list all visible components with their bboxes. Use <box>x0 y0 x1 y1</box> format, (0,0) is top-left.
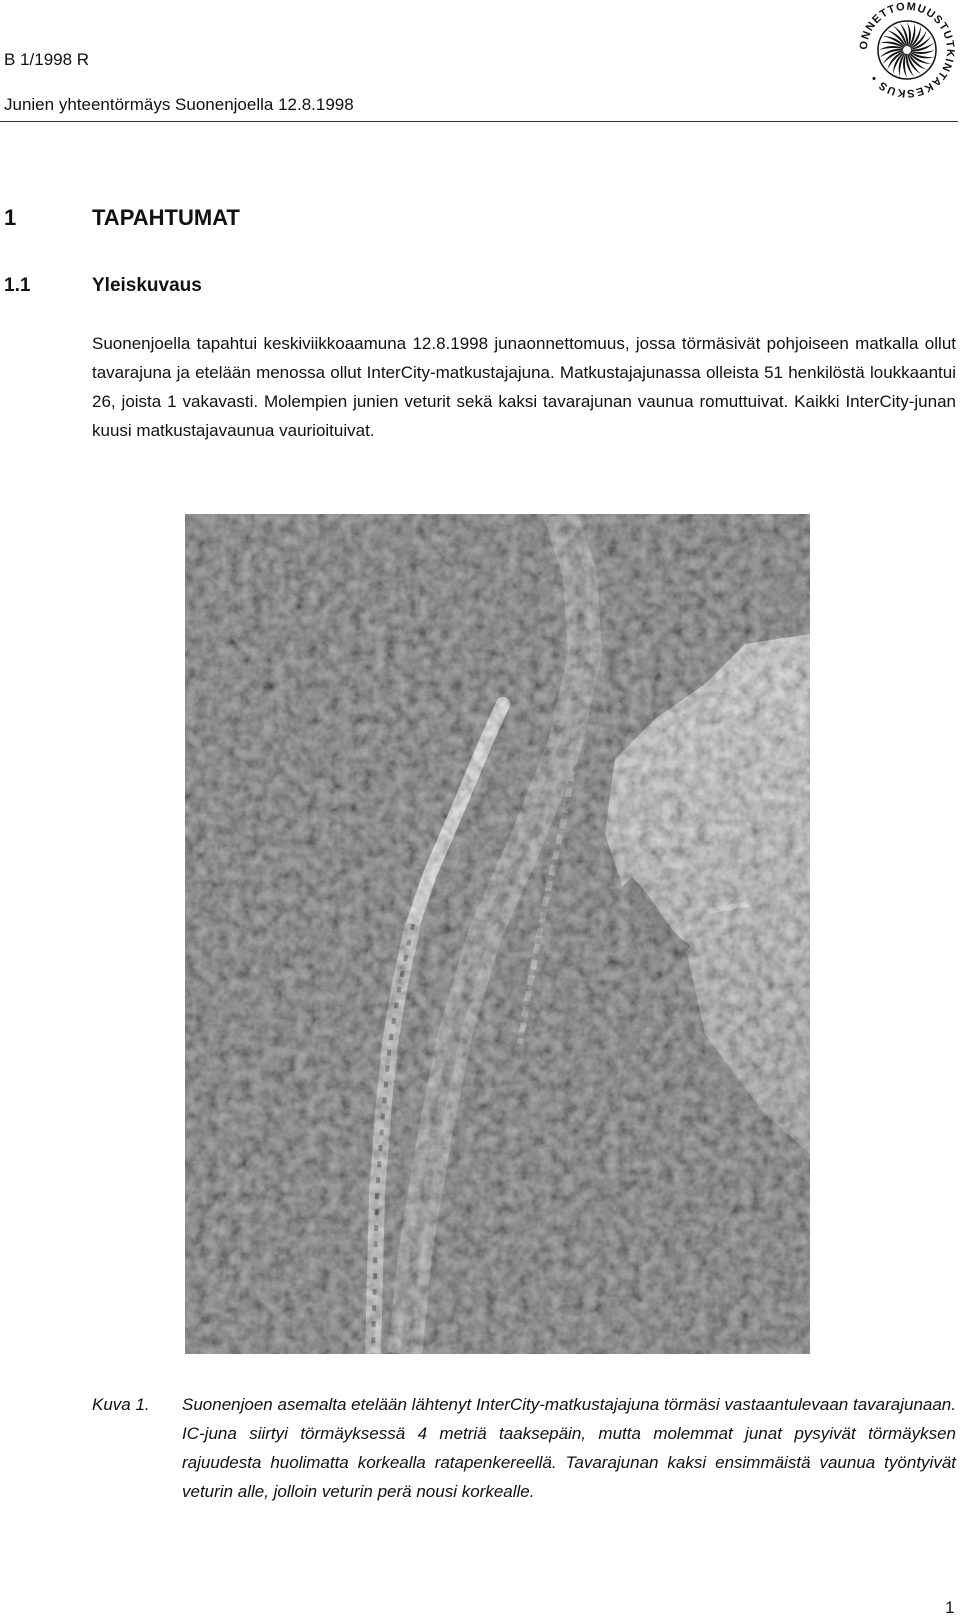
section-number: 1 <box>4 205 17 230</box>
subsection-heading <box>4 274 202 298</box>
section-title: TAPAHTUMAT <box>92 205 240 230</box>
figure-caption-text: Suonenjoen asemalta etelään lähtenyt InterCity-matkustajajuna törmäsi vastaantulevaan tavarajunaan. IC-juna siirtyi törmäyksessä 4 metriä taaksepäin, mutta molemmat junat pysyivät törmäyksen rajuudesta huolimatta korkealla ratapenkereellä. Tavarajunan kaksi ensimmäistä vaunua työntyivät veturin alle, jolloin veturin perä nousi korkealle. <box>182 1395 956 1501</box>
page-number: 1 <box>945 1598 955 1617</box>
report-code: B 1/1998 R <box>4 50 90 69</box>
svg-text:ONNETTOMUUSTUTKINTAKESKUS •: ONNETTOMUUSTUTKINTAKESKUS • <box>857 0 957 100</box>
header-rule <box>0 121 958 122</box>
seal-logo-icon <box>857 0 957 100</box>
accident-aerial-photo <box>185 514 810 1354</box>
figure-caption <box>92 1390 956 1506</box>
section-heading <box>4 204 240 232</box>
body-paragraph: Suonenjoella tapahtui keskiviikkoaamuna 12.8.1998 junaonnettomuus, jossa törmäsivät pohjoiseen matkalla ollut tavarajuna ja etelään menossa ollut InterCity-matkustajajuna. Matkustajajunassa olleista 51 henkilöstä loukkaantui 26, joista 1 vakavasti. Molempien junien veturit sekä kaksi tavarajunan vaunua romuttuivat. Kaikki InterCity-junan kuusi matkustajavaunua vaurioituivat. <box>92 334 956 440</box>
subsection-number: 1.1 <box>4 275 31 296</box>
subsection-title: Yleiskuvaus <box>92 275 202 296</box>
figure-label: Kuva 1. <box>92 1395 150 1414</box>
report-title: Junien yhteentörmäys Suonenjoella 12.8.1998 <box>4 95 354 114</box>
